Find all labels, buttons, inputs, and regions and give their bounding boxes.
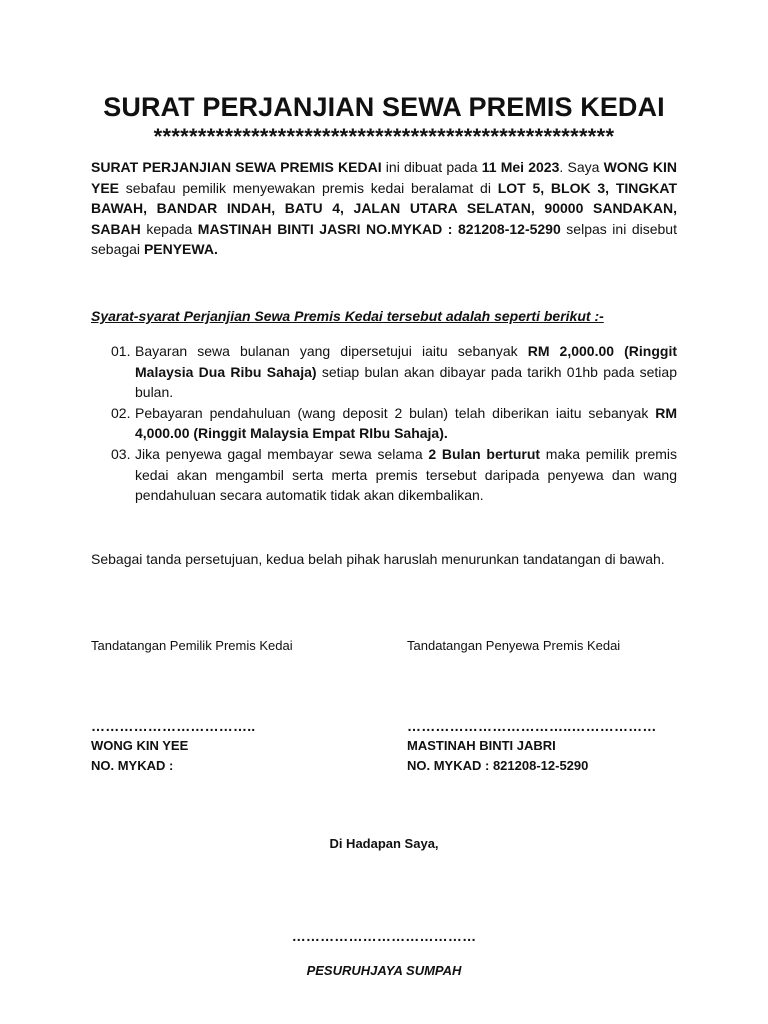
intro-text: ini dibuat pada bbox=[381, 159, 482, 175]
term-number: 02. bbox=[111, 404, 131, 421]
owner-signature-line: …………………………….. bbox=[91, 718, 256, 734]
intro-text: sebafau pemilik menyewakan premis kedai beralamat di bbox=[119, 179, 498, 196]
list-item bbox=[91, 403, 677, 444]
witness-label: Di Hadapan Saya, bbox=[329, 836, 439, 851]
tenant-name: MASTINAH BINTI JABRI bbox=[407, 738, 556, 753]
tenant-signature-label: Tandatangan Penyewa Premis Kedai bbox=[407, 638, 621, 653]
terms-list bbox=[91, 341, 677, 506]
list-item bbox=[91, 444, 677, 506]
term-text: Pebayaran pendahuluan (wang deposit 2 bulan) telah diberikan iaitu sebanyak bbox=[135, 404, 656, 421]
term-text: maka pemilik premis kedai akan mengambil serta merta premis tersebut daripada penyewa dan wang pendahuluan secara automatik tidak akan dikembalikan. bbox=[135, 445, 677, 504]
term-amount: RM 4,000.00 (Ringgit Malaysia Empat RIbu Sahaja). bbox=[135, 404, 677, 442]
tenant-mykad: NO. MYKAD : 821208-12-5290 bbox=[407, 758, 589, 773]
terms-heading: Syarat-syarat Perjanjian Sewa Premis Kedai tersebut adalah seperti berikut :- bbox=[91, 308, 604, 324]
intro-doc-name: SURAT PERJANJIAN SEWA PREMIS KEDAI bbox=[91, 159, 382, 175]
document-title: SURAT PERJANJIAN SEWA PREMIS KEDAI bbox=[103, 92, 665, 122]
term-duration: 2 Bulan berturut bbox=[428, 445, 541, 462]
witness-signature-line: ………………………………… bbox=[291, 928, 477, 944]
term-number: 01. bbox=[111, 343, 131, 359]
title-separator: **************************************************** bbox=[153, 126, 615, 148]
intro-owner-name: WONG KIN YEE bbox=[91, 159, 678, 196]
tenant-signature-line: ……………………………..……………… bbox=[407, 718, 657, 734]
owner-mykad: NO. MYKAD : bbox=[91, 758, 174, 773]
intro-text: . Saya bbox=[559, 159, 604, 175]
owner-signature-label: Tandatangan Pemilik Premis Kedai bbox=[91, 638, 293, 653]
term-text: Bayaran sewa bulanan yang dipersetujui iaitu sebanyak bbox=[135, 343, 528, 359]
intro-text: kepada bbox=[140, 220, 198, 237]
intro-paragraph bbox=[91, 157, 677, 260]
commissioner-title: PESURUHJAYA SUMPAH bbox=[306, 963, 462, 978]
intro-date: 11 Mei 2023 bbox=[481, 159, 560, 175]
intro-tenant-name: MASTINAH BINTI JASRI NO.MYKAD : 821208-12-5290 bbox=[197, 220, 561, 237]
term-amount: RM 2,000.00 (Ringgit Malaysia Dua Ribu Sahaja) bbox=[135, 343, 677, 380]
intro-premises-address: LOT 5, BLOK 3, TINGKAT BAWAH, BANDAR INDAH, BATU 4, JALAN UTARA SELATAN, 90000 SANDAKAN, SABAH bbox=[91, 179, 677, 237]
intro-text: selpas ini disebut sebagai bbox=[91, 220, 677, 258]
intro-tenant-term: PENYEWA. bbox=[143, 241, 218, 258]
agreement-statement: Sebagai tanda persetujuan, kedua belah pihak haruslah menurunkan tandatangan di bawah. bbox=[91, 551, 665, 567]
term-text: setiap bulan akan dibayar pada tarikh 01hb pada setiap bulan. bbox=[135, 363, 677, 401]
owner-name: WONG KIN YEE bbox=[91, 738, 189, 753]
term-number: 03. bbox=[111, 445, 131, 462]
list-item bbox=[91, 341, 677, 403]
term-text: Jika penyewa gagal membayar sewa selama bbox=[135, 445, 429, 462]
